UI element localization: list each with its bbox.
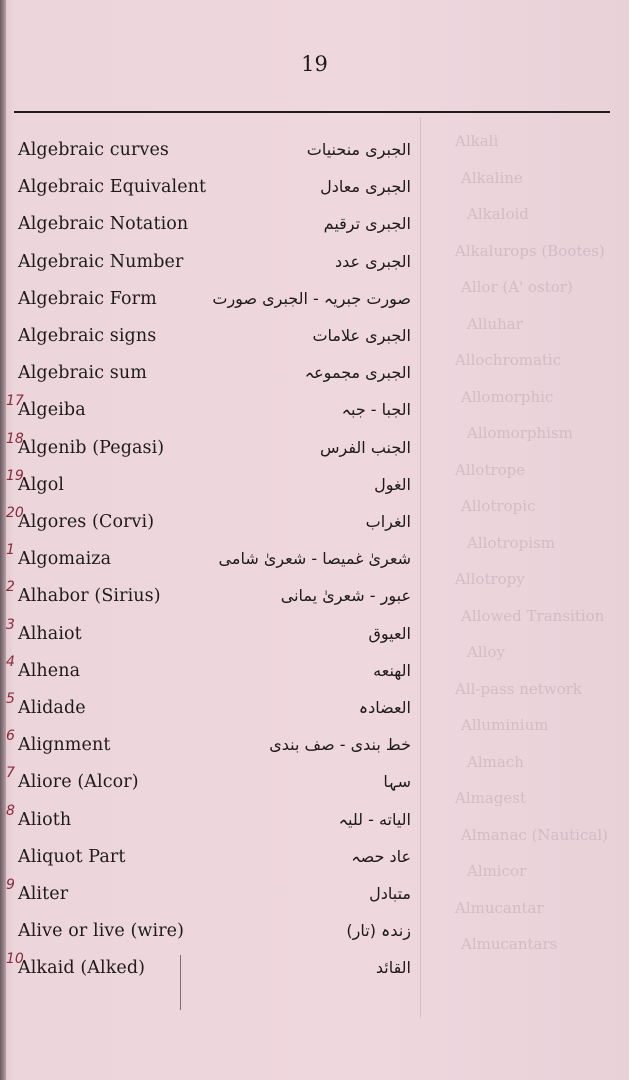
english-term: Algebraic Equivalent (18, 177, 207, 198)
urdu-term: الجبری معادل (320, 177, 411, 197)
glossary-row (0, 728, 629, 767)
entry-number: 9 (6, 877, 15, 893)
entry-number: 4 (6, 653, 15, 670)
bleed-through-word: Almagest (455, 789, 527, 807)
entry-number: 6 (6, 728, 15, 745)
english-term: Algebraic Notation (18, 214, 189, 235)
english-term: Algebraic signs (18, 326, 157, 346)
entry-number: 20 (6, 505, 24, 521)
english-term: Algebraic sum (18, 363, 147, 384)
english-term: Alioth (18, 809, 72, 830)
bleed-through-word: Alkaloid (467, 205, 529, 223)
urdu-term: الیاته - للیہ (338, 809, 411, 829)
bleed-through-word: Allomorphism (467, 424, 573, 442)
page-number: 19 (301, 52, 328, 76)
english-term: Alignment (18, 735, 111, 756)
glossary-row (0, 616, 629, 656)
bleed-through-word: All-pass network (455, 679, 582, 698)
urdu-term: سہا (383, 772, 411, 792)
bleed-through-word: Allotropism (467, 533, 556, 552)
urdu-term: الغراب (365, 512, 411, 531)
bleed-through-word: Almach (467, 752, 524, 771)
english-term: Algebraic Form (18, 288, 157, 309)
entry-number: 1 (6, 542, 15, 559)
urdu-term: الجبری علامات (312, 326, 411, 345)
english-term: Algomaiza (18, 549, 112, 570)
urdu-term: خط بندی - صف بندی (269, 735, 411, 755)
glossary-row (0, 136, 629, 172)
english-term: Alkaid (Alked) (18, 958, 146, 979)
bleed-through-word: Alkalurops (Bootes) (455, 241, 605, 260)
urdu-term: متبادل (369, 884, 411, 903)
bleed-through-word: Allotropy (455, 570, 525, 588)
glossary-row (0, 951, 629, 990)
urdu-term: عبور - شعریٰ یمانی (280, 586, 411, 606)
bleed-through-word: Almucantar (455, 898, 544, 917)
bleed-through-word: Allotropic (461, 497, 536, 515)
english-term: Algeiba (18, 400, 86, 421)
urdu-term: الجبری ترقیم (323, 214, 411, 234)
english-term: Algores (Corvi) (18, 512, 155, 532)
bleed-through-word: Alluhar (467, 314, 523, 333)
entry-number: 10 (6, 951, 24, 968)
urdu-term: العضادہ (358, 698, 411, 717)
bleed-through-word: Allowed Transition (461, 606, 605, 625)
bleed-through-word: Alkali (455, 132, 499, 150)
english-term: Alive or live (wire) (18, 921, 185, 942)
english-term: Aliquot Part (18, 846, 126, 867)
english-term: Aliore (Alcor) (18, 772, 139, 793)
glossary-row (0, 765, 629, 804)
urdu-term: الجنب الفرس (319, 437, 411, 457)
bleed-through-word: Allomorphic (461, 387, 554, 406)
english-term: Algenib (Pegasi) (18, 437, 165, 458)
urdu-term: الجبری عدد (335, 251, 411, 271)
bleed-through-word: Alluminium (461, 716, 549, 734)
urdu-term: الجبری مجموعہ (304, 363, 411, 383)
english-term: Alidade (18, 698, 86, 718)
entry-number: 19 (6, 467, 24, 484)
bleed-through-word: Allochromatic (455, 351, 562, 369)
english-term: Algebraic curves (18, 140, 170, 160)
entry-number: 17 (6, 393, 24, 410)
bleed-through-word: Almicor (467, 862, 527, 880)
english-term: Alhabor (Sirius) (18, 586, 161, 607)
bleed-through-word: Almucantars (461, 935, 558, 953)
urdu-term: القائد (375, 958, 411, 978)
bleed-through-word: Almanac (Nautical) (461, 825, 608, 844)
entry-number: 3 (6, 616, 15, 633)
urdu-term: الهنعه (373, 660, 411, 680)
glossary-row (0, 843, 629, 879)
entry-number: 2 (6, 579, 15, 596)
urdu-term: زندہ (تار) (346, 921, 411, 941)
urdu-term: الغول (374, 474, 411, 494)
english-term: Alhaiot (18, 623, 82, 644)
urdu-term: صورت جبریہ - الجبری صورت (212, 288, 411, 308)
urdu-term: الجبا - جبہ (341, 400, 411, 420)
urdu-term: العیوق (368, 623, 411, 643)
bleed-through-word: Alloy (467, 643, 505, 661)
bleed-through-word: Alkaline (461, 168, 523, 187)
english-term: Alhena (18, 660, 81, 681)
bleed-through-word: Allor (A' ostor) (461, 278, 573, 296)
english-term: Aliter (18, 884, 69, 904)
entry-number: 7 (6, 765, 15, 782)
bleed-through-word: Allotrope (455, 460, 526, 479)
english-term: Algol (18, 474, 65, 495)
entry-number: 18 (6, 430, 24, 447)
glossary-row (0, 173, 629, 209)
entry-number: 5 (6, 691, 15, 707)
urdu-term: عاد حصہ (351, 846, 411, 866)
english-term: Algebraic Number (18, 251, 184, 272)
urdu-term: شعریٰ غمیصا - شعریٰ شامی (218, 549, 411, 569)
urdu-term: الجبری منحنیات (306, 140, 411, 159)
header-rule (14, 111, 610, 113)
entry-number: 8 (6, 802, 15, 819)
